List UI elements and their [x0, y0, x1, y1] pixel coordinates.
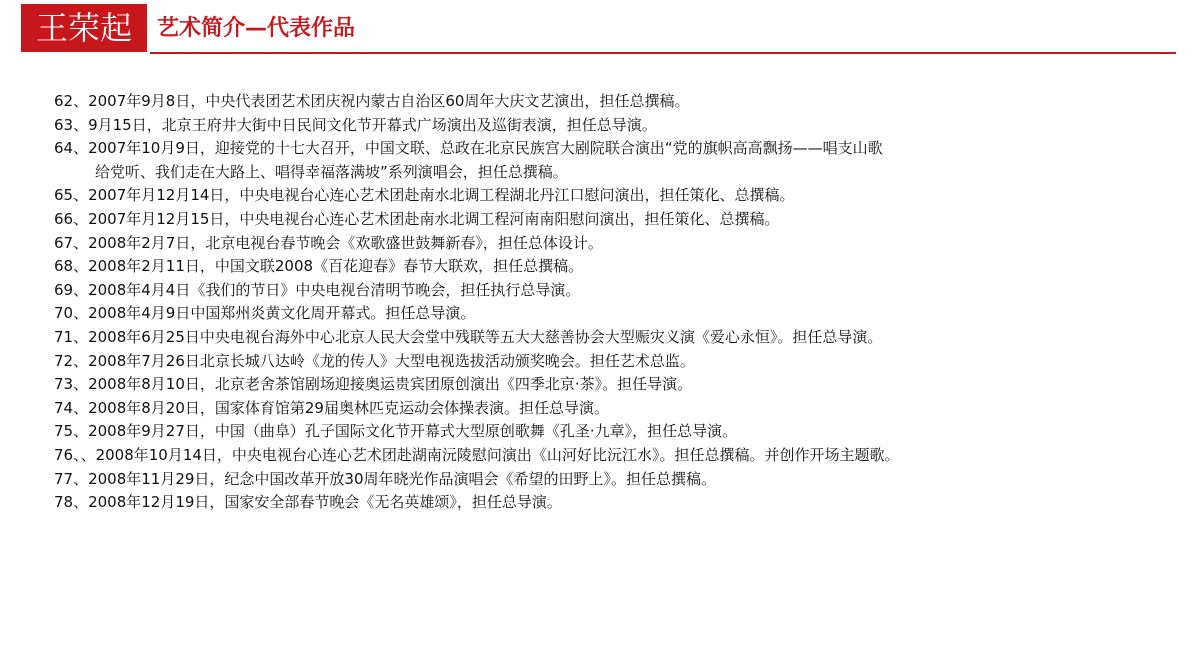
works-list [54, 90, 1184, 515]
work-entry: 77、2008年11月29日，纪念中国改革开放30周年晓光作品演唱会《希望的田野上》。担任总撰稿。 [54, 469, 717, 488]
work-entry: 63、9月15日，北京王府井大街中日民间文化节开幕式广场演出及巡街表演，担任总导演。 [54, 115, 657, 134]
header-divider [150, 52, 1176, 54]
work-entry: 70、2008年4月9日中国郑州炎黄文化周开幕式。担任总导演。 [54, 304, 476, 323]
name-banner: 王荣起 [21, 4, 147, 52]
work-entry-continuation: 给党听、我们走在大路上、唱得幸福落满坡”系列演唱会，担任总撰稿。 [95, 162, 568, 181]
work-entry: 74、2008年8月20日，国家体育馆第29届奥林匹克运动会体操表演。担任总导演。 [54, 398, 609, 417]
work-entry: 64、2007年10月9日，迎接党的十七大召开，中国文联、总政在北京民族宫大剧院联合演出“党的旗帜高高飘扬——唱支山歌 [54, 139, 883, 158]
section-title: 艺术简介—代表作品 [157, 16, 356, 41]
work-entry: 67、2008年2月7日，北京电视台春节晚会《欢歌盛世鼓舞新春》，担任总体设计。 [54, 233, 603, 252]
work-entry: 66、2007年月12月15日，中央电视台心连心艺术团赴南水北调工程河南南阳慰问演出，担任策化、总撰稿。 [54, 209, 780, 228]
work-entry: 69、2008年4月4日《我们的节日》中央电视台清明节晚会，担任执行总导演。 [54, 280, 581, 299]
work-entry: 65、2007年月12月14日，中央电视台心连心艺术团赴南水北调工程湖北丹江口慰问演出，担任策化、总撰稿。 [54, 186, 795, 205]
work-entry: 73、2008年8月10日，北京老舍茶馆剧场迎接奥运贵宾团原创演出《四季北京·茶》。担任导演。 [54, 375, 693, 394]
work-entry: 68、2008年2月11日，中国文联2008《百花迎春》春节大联欢，担任总撰稿。 [54, 257, 584, 276]
work-entry: 62、2007年9月8日，中央代表团艺术团庆祝内蒙古自治区60周年大庆文艺演出，担任总撰稿。 [54, 92, 690, 110]
work-entry: 75、2008年9月27日，中国（曲阜）孔子国际文化节开幕式大型原创歌舞《孔圣·九章》，担任总导演。 [54, 422, 738, 441]
work-entry: 76、、2008年10月14日，中央电视台心连心艺术团赴湖南沅陵慰问演出《山河好比沅江水》。担任总撰稿。并创作开场主题歌。 [54, 445, 900, 464]
work-entry: 78、2008年12月19日，国家安全部春节晚会《无名英雄颂》，担任总导演。 [54, 493, 562, 512]
work-entry: 72、2008年7月26日北京长城八达岭《龙的传人》大型电视选拔活动颁奖晚会。担任艺术总监。 [54, 351, 695, 370]
work-entry: 71、2008年6月25日中央电视台海外中心北京人民大会堂中残联等五大大慈善协会大型赈灾义演《爱心永恒》。担任总导演。 [54, 327, 883, 346]
